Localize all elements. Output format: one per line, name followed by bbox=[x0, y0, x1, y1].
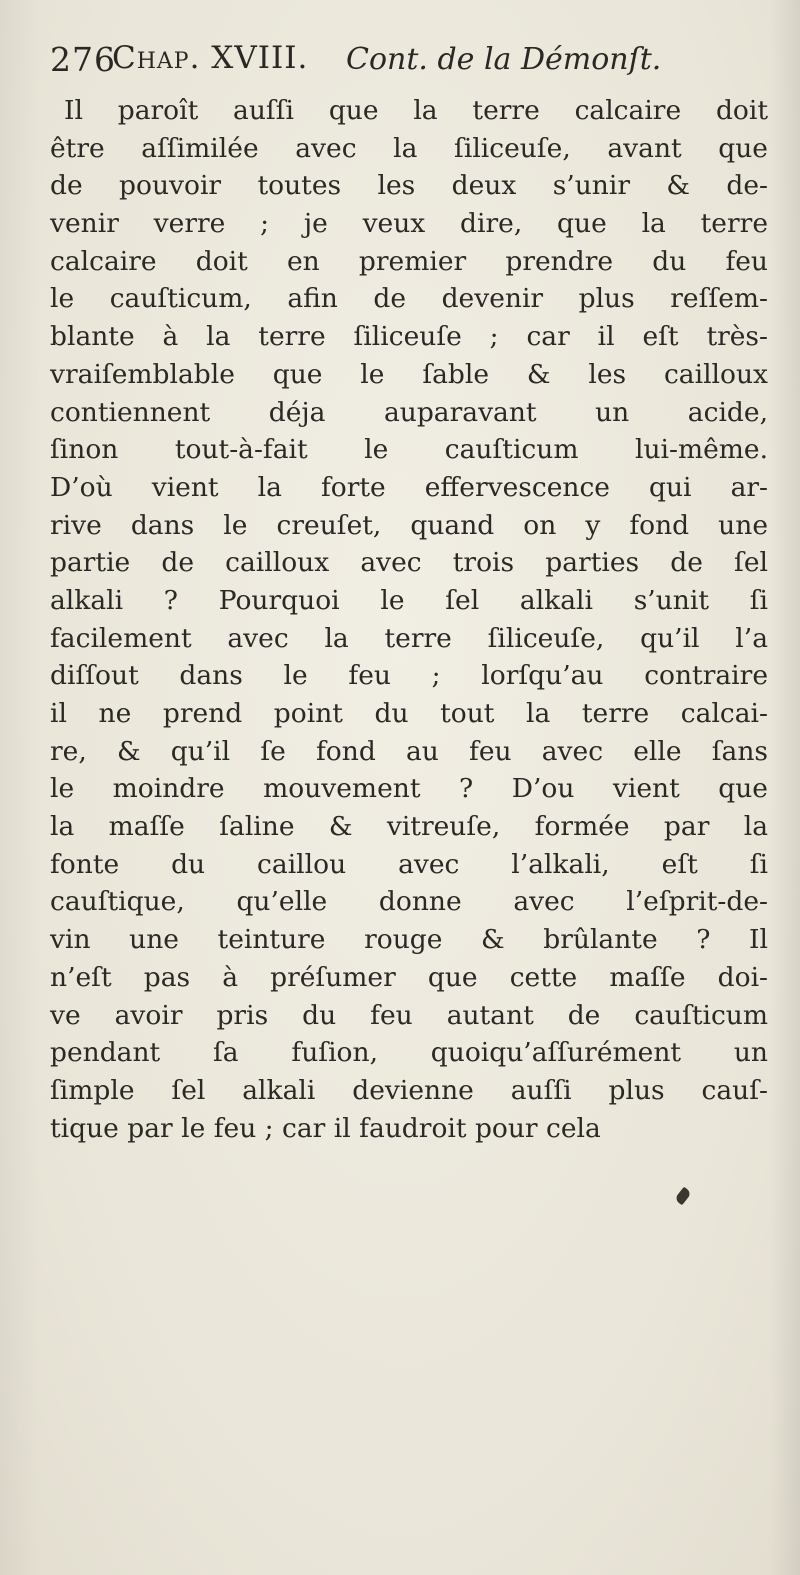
text-line: re, & qu’il ſe fond au feu avec elle ſans bbox=[50, 735, 768, 767]
page-number: 276 bbox=[50, 40, 116, 79]
text-line: facilement avec la terre ſiliceuſe, qu’il l’a bbox=[50, 622, 768, 654]
text-line: le cauſticum, afin de devenir plus reſſem- bbox=[50, 283, 768, 315]
text-line: n’eſt pas à préſumer que cette maſſe doi- bbox=[50, 961, 768, 993]
text-line: de pouvoir toutes les deux s’unir & de- bbox=[50, 170, 768, 202]
body-text bbox=[50, 92, 768, 1147]
text-line: la maſſe ſaline & vitreuſe, formée par la bbox=[50, 811, 768, 843]
ink-mark bbox=[674, 1187, 692, 1206]
text-line: vraiſemblable que le ſable & les cailloux bbox=[50, 358, 768, 390]
text-line: vin une teinture rouge & brûlante ? Il bbox=[50, 924, 768, 956]
text-line: fonte du caillou avec l’alkali, eſt ſi bbox=[50, 848, 768, 880]
chapter-heading: Chap. XVIII. bbox=[112, 40, 309, 76]
text-line: contiennent déja auparavant un acide, bbox=[50, 396, 768, 428]
text-line: calcaire doit en premier prendre du feu bbox=[50, 245, 768, 277]
text-line: blante à la terre ſiliceuſe ; car il eſt très- bbox=[50, 321, 768, 353]
text-line: venir verre ; je veux dire, que la terre bbox=[50, 208, 768, 240]
text-line: diſſout dans le feu ; lorſqu’au contraire bbox=[50, 660, 768, 692]
text-line: D’où vient la forte effervescence qui ar- bbox=[50, 471, 768, 503]
text-line: cauſtique, qu’elle donne avec l’eſprit-de- bbox=[50, 886, 768, 918]
text-line: il ne prend point du tout la terre calcai- bbox=[50, 698, 768, 729]
text-line: ve avoir pris du feu autant de cauſticum bbox=[50, 999, 768, 1031]
text-line: rive dans le creuſet, quand on y fond une bbox=[50, 509, 768, 541]
text-line: tique par le feu ; car il faudroit pour cela bbox=[50, 1112, 601, 1144]
text-line: le moindre mouvement ? D’ou vient que bbox=[50, 773, 768, 805]
text-line: partie de cailloux avec trois parties de ſel bbox=[50, 547, 768, 579]
text-line: Il paroît auſſi que la terre calcaire doit bbox=[64, 95, 768, 126]
text-line: ſimple ſel alkali devienne auſſi plus cauſ- bbox=[50, 1074, 768, 1106]
page-header bbox=[50, 40, 770, 86]
text-line: ſinon tout-à-fait le cauſticum lui-même. bbox=[50, 434, 768, 466]
text-line: pendant ſa fuſion, quoiqu’aſſurément un bbox=[50, 1037, 768, 1069]
text-line: être aſſimilée avec la ſiliceuſe, avant que bbox=[50, 132, 768, 164]
text-line: alkali ? Pourquoi le ſel alkali s’unit ſi bbox=[50, 584, 768, 616]
running-title: Cont. de la Démonſt. bbox=[346, 42, 662, 77]
